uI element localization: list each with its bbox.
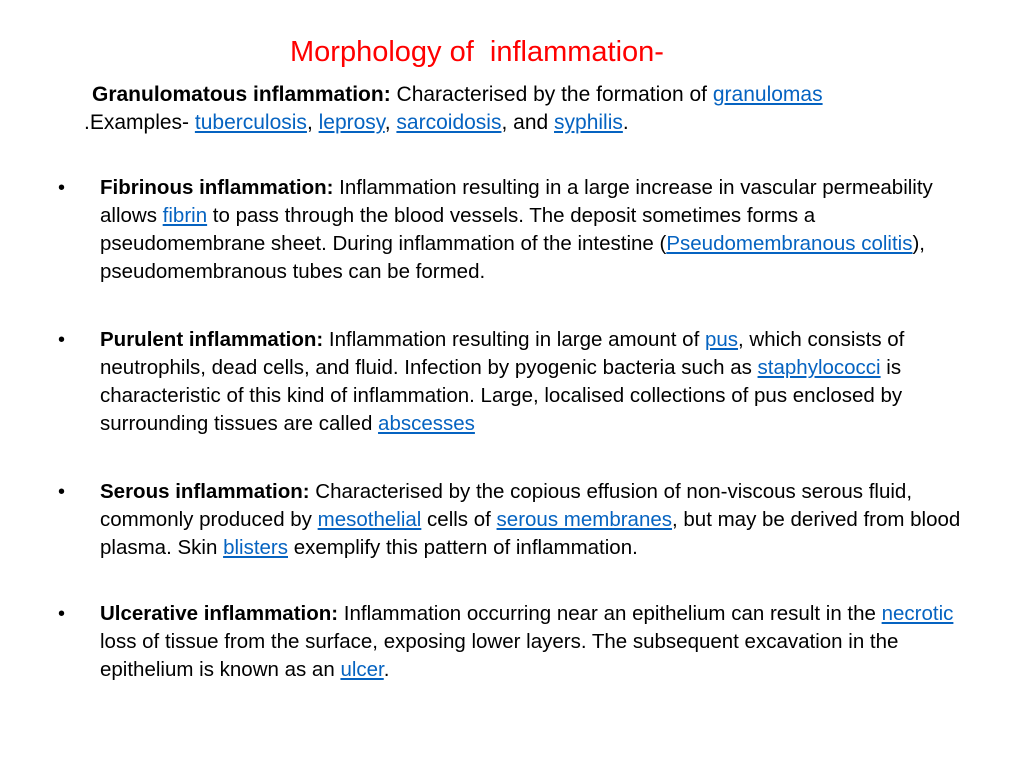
link-pus[interactable]: pus bbox=[704, 328, 739, 351]
intro-paragraph bbox=[84, 81, 972, 137]
intro-heading: Granulomatous inflammation: bbox=[92, 83, 391, 106]
list-item-fibrinous bbox=[58, 174, 978, 286]
bullet-icon: • bbox=[58, 481, 66, 503]
link-necrotic[interactable]: necrotic bbox=[881, 602, 954, 625]
item-text: loss of tissue from the surface, exposing lower layers. The subsequent excavation in the epithelium is known as an bbox=[100, 630, 899, 681]
bullet-icon: • bbox=[58, 329, 66, 351]
link-sarcoidosis[interactable]: sarcoidosis bbox=[396, 111, 502, 134]
period: . bbox=[622, 111, 629, 134]
item-heading: Fibrinous inflammation: bbox=[100, 176, 334, 199]
item-text: . bbox=[383, 658, 390, 681]
item-heading: Purulent inflammation: bbox=[100, 328, 324, 351]
examples-text: .Examples- bbox=[84, 111, 195, 134]
link-syphilis[interactable]: syphilis bbox=[554, 111, 623, 134]
item-text: ), pseudomembranous tubes can be formed. bbox=[100, 232, 925, 283]
separator: , bbox=[306, 111, 319, 134]
link-pseudomembranous-colitis[interactable]: Pseudomembranous colitis bbox=[666, 232, 913, 255]
bullet-icon: • bbox=[58, 177, 66, 199]
intro-text: Characterised by the formation of bbox=[390, 83, 713, 106]
link-blisters[interactable]: blisters bbox=[223, 536, 288, 559]
link-leprosy[interactable]: leprosy bbox=[318, 111, 385, 134]
bullet-icon: • bbox=[58, 603, 66, 625]
separator: , bbox=[384, 111, 397, 134]
list-item-purulent bbox=[58, 326, 978, 438]
item-text: cells of bbox=[421, 508, 497, 531]
item-text: Inflammation resulting in a large increase in vascular permeability allows bbox=[100, 176, 933, 227]
link-serous-membranes[interactable]: serous membranes bbox=[496, 508, 673, 531]
item-heading: Serous inflammation: bbox=[100, 480, 310, 503]
item-text: to pass through the blood vessels. The deposit sometimes forms a pseudomembrane sheet. During inflammation of the intestine ( bbox=[100, 204, 816, 255]
item-text: , which consists of neutrophils, dead cells, and fluid. Infection by pyogenic bacteria such as bbox=[100, 328, 905, 379]
item-text: Inflammation resulting in large amount of bbox=[323, 328, 705, 351]
item-text: Inflammation occurring near an epithelium can result in the bbox=[338, 602, 882, 625]
page-title: Morphology of inflammation- bbox=[290, 36, 664, 68]
link-mesothelial[interactable]: mesothelial bbox=[317, 508, 422, 531]
bullet-list bbox=[58, 174, 978, 684]
list-item-serous bbox=[58, 478, 978, 562]
item-text: Characterised by the copious effusion of non-viscous serous fluid, commonly produced by bbox=[100, 480, 913, 531]
link-ulcer[interactable]: ulcer bbox=[340, 658, 384, 681]
list-item-ulcerative bbox=[58, 600, 978, 684]
item-text: exemplify this pattern of inflammation. bbox=[288, 536, 638, 559]
link-staphylococci[interactable]: staphylococci bbox=[757, 356, 881, 379]
link-tuberculosis[interactable]: tuberculosis bbox=[194, 111, 307, 134]
link-abscesses[interactable]: abscesses bbox=[378, 412, 475, 435]
intro-line-2 bbox=[84, 109, 972, 137]
item-heading: Ulcerative inflammation: bbox=[100, 602, 339, 625]
link-granulomas[interactable]: granulomas bbox=[712, 83, 823, 106]
link-fibrin[interactable]: fibrin bbox=[162, 204, 208, 227]
item-text: , but may be derived from blood plasma. Skin bbox=[100, 508, 961, 559]
item-text: is characteristic of this kind of inflammation. Large, localised collections of pus enclosed by surrounding tissues are called bbox=[100, 356, 903, 435]
separator: , and bbox=[501, 111, 555, 134]
